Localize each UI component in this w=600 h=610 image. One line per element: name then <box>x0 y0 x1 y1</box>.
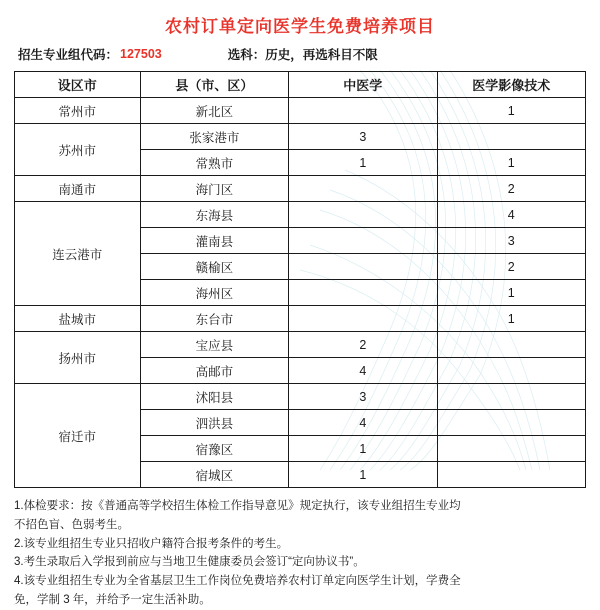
note-line: 3.考生录取后入学报到前应与当地卫生健康委员会签订“定向协议书”。 <box>14 556 365 569</box>
enrollment-table <box>14 71 586 488</box>
cell-county: 沭阳县 <box>140 384 288 410</box>
cell-imaging-count: 2 <box>437 254 585 280</box>
table-row <box>15 384 586 410</box>
cell-imaging-count: 1 <box>437 280 585 306</box>
note-line: 不招色盲、色弱考生。 <box>14 518 129 531</box>
column-header-tcm: 中医学 <box>289 72 437 98</box>
cell-tcm-count <box>289 176 437 202</box>
cell-city: 宿迁市 <box>15 384 141 488</box>
code-value: 127503 <box>120 47 162 61</box>
cell-county: 宿城区 <box>140 462 288 488</box>
cell-county: 灌南县 <box>140 228 288 254</box>
cell-city: 盐城市 <box>15 306 141 332</box>
column-header-imaging: 医学影像技术 <box>437 72 585 98</box>
cell-tcm-count: 1 <box>289 462 437 488</box>
cell-imaging-count <box>437 358 585 384</box>
table-row <box>15 332 586 358</box>
cell-tcm-count: 1 <box>289 436 437 462</box>
cell-tcm-count <box>289 254 437 280</box>
cell-county: 高邮市 <box>140 358 288 384</box>
cell-city: 南通市 <box>15 176 141 202</box>
cell-imaging-count <box>437 462 585 488</box>
code-label: 招生专业组代码： <box>18 48 119 62</box>
cell-city: 连云港市 <box>15 202 141 306</box>
cell-imaging-count: 1 <box>437 306 585 332</box>
cell-imaging-count <box>437 436 585 462</box>
cell-imaging-count: 2 <box>437 176 585 202</box>
cell-county: 赣榆区 <box>140 254 288 280</box>
table-row <box>15 176 586 202</box>
note-line: 4.该专业组招生专业为全省基层卫生工作岗位免费培养农村订单定向医学生计划，学费全 <box>14 575 461 588</box>
cell-county: 泗洪县 <box>140 410 288 436</box>
cell-imaging-count <box>437 332 585 358</box>
cell-tcm-count: 4 <box>289 358 437 384</box>
cell-tcm-count: 3 <box>289 124 437 150</box>
cell-imaging-count: 1 <box>437 98 585 124</box>
cell-tcm-count: 2 <box>289 332 437 358</box>
cell-county: 宝应县 <box>140 332 288 358</box>
cell-city: 常州市 <box>15 98 141 124</box>
page-title: 农村订单定向医学生免费培养项目 <box>165 17 435 36</box>
cell-city: 苏州市 <box>15 124 141 176</box>
cell-imaging-count <box>437 384 585 410</box>
cell-imaging-count <box>437 410 585 436</box>
cell-imaging-count: 3 <box>437 228 585 254</box>
cell-county: 张家港市 <box>140 124 288 150</box>
cell-county: 海门区 <box>140 176 288 202</box>
cell-tcm-count <box>289 228 437 254</box>
cell-county: 海州区 <box>140 280 288 306</box>
note-line: 免，学制 3 年，并给予一定生活补助。 <box>14 594 211 607</box>
note-line: 1.体检要求：按《普通高等学校招生体检工作指导意见》规定执行，该专业组招生专业均 <box>14 500 461 512</box>
cell-county: 东台市 <box>140 306 288 332</box>
cell-tcm-count <box>289 202 437 228</box>
table-header-row <box>15 72 586 98</box>
table-row <box>15 306 586 332</box>
subheader <box>18 45 586 63</box>
cell-county: 东海县 <box>140 202 288 228</box>
cell-county: 新北区 <box>140 98 288 124</box>
notes-block <box>14 498 586 610</box>
cell-tcm-count <box>289 98 437 124</box>
cell-tcm-count: 4 <box>289 410 437 436</box>
cell-tcm-count: 1 <box>289 150 437 176</box>
select-value: 历史，再选科目不限 <box>265 48 378 62</box>
cell-imaging-count <box>437 124 585 150</box>
table-row <box>15 124 586 150</box>
cell-imaging-count: 1 <box>437 150 585 176</box>
table-body <box>15 98 586 488</box>
cell-tcm-count <box>289 280 437 306</box>
note-line: 2.该专业组招生专业只招收户籍符合报考条件的考生。 <box>14 537 289 550</box>
table-row <box>15 98 586 124</box>
cell-imaging-count: 4 <box>437 202 585 228</box>
select-label: 选科： <box>227 48 266 62</box>
cell-tcm-count: 3 <box>289 384 437 410</box>
column-header-city: 设区市 <box>15 72 141 98</box>
cell-county: 常熟市 <box>140 150 288 176</box>
table-row <box>15 202 586 228</box>
cell-city: 扬州市 <box>15 332 141 384</box>
cell-tcm-count <box>289 306 437 332</box>
cell-county: 宿豫区 <box>140 436 288 462</box>
column-header-county: 县（市、区） <box>140 72 288 98</box>
